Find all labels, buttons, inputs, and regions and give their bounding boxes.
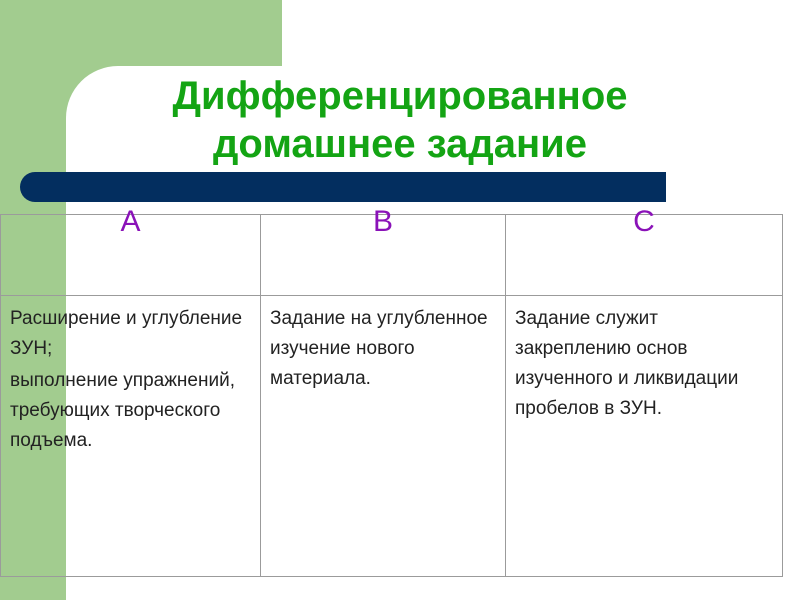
cell-a-paragraph-1: Расширение и углубление ЗУН; bbox=[10, 308, 243, 359]
assignment-table bbox=[0, 205, 783, 577]
slide-title-line-2: домашнее задание bbox=[213, 122, 587, 166]
table-row bbox=[1, 296, 783, 577]
header-cell-b bbox=[261, 205, 506, 296]
header-label-b: В bbox=[372, 205, 393, 238]
cell-b-paragraph-1: Задание на углубленное изучение нового материала. bbox=[270, 308, 488, 389]
cell-c-paragraph-1: Задание служит закреплению основ изученного и ликвидации пробелов в ЗУН. bbox=[515, 308, 739, 419]
header-label-c: С bbox=[633, 205, 655, 238]
cell-a-paragraph-2: выполнение упражнений, требующих творческого подъема. bbox=[10, 370, 235, 451]
cell-b bbox=[261, 296, 506, 577]
title-underline-bar bbox=[20, 172, 666, 202]
header-label-a: А bbox=[120, 205, 141, 238]
cell-a bbox=[1, 296, 261, 577]
slide-title-line-1: Дифференцированное bbox=[172, 74, 628, 118]
cell-c bbox=[506, 296, 783, 577]
header-cell-a bbox=[1, 205, 261, 296]
table-header-row bbox=[1, 215, 783, 296]
header-cell-c bbox=[506, 205, 783, 296]
slide-title bbox=[100, 72, 700, 168]
